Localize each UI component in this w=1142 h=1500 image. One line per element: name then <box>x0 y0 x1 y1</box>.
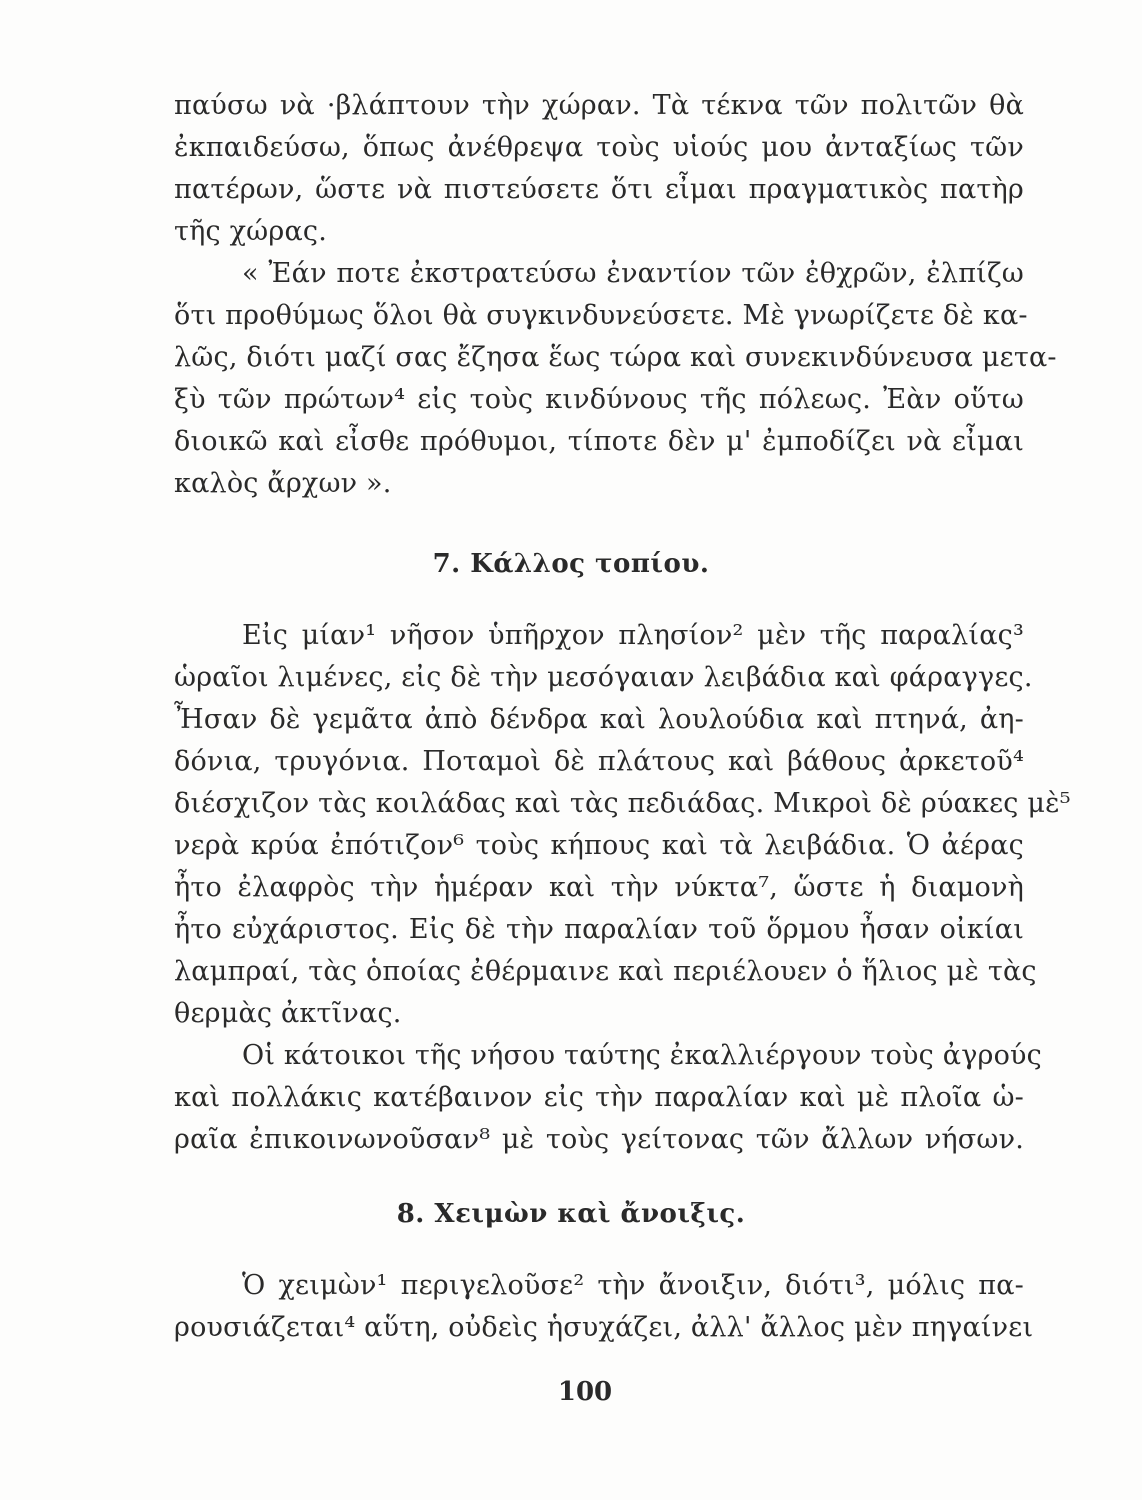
text-line: ἦτο εὐχάριστος. Εἰς δὲ τὴν παραλίαν τοῦ ὅρμου ἦσαν οἰκίαι <box>174 914 1024 945</box>
text-line: παύσω νὰ ·βλάπτουν τὴν χώραν. Τὰ τέκνα τῶν πολιτῶν θὰ <box>174 90 1024 121</box>
text-line: ξὺ τῶν πρώτων⁴ εἰς τοὺς κινδύνους τῆς πόλεως. Ἐὰν οὕτω <box>174 384 1024 415</box>
text-line: δόνια, τρυγόνια. Ποταμοὶ δὲ πλάτους καὶ βάθους ἀρκετοῦ⁴ <box>174 746 1024 777</box>
section-heading: 7. Κάλλος τοπίου. <box>432 549 710 579</box>
text-line: πατέρων, ὥστε νὰ πιστεύσετε ὅτι εἶμαι πραγματικὸς πατὴρ <box>174 174 1024 205</box>
text-line: ἦτο ἐλαφρὸς τὴν ἡμέραν καὶ τὴν νύκτα⁷, ὥστε ἡ διαμονὴ <box>174 872 1024 903</box>
text-line: Οἱ κάτοικοι τῆς νήσου ταύτης ἐκαλλιέργουν τοὺς ἀγρούς <box>242 1040 1042 1071</box>
text-line: ὅτι προθύμως ὅλοι θὰ συγκινδυνεύσετε. Μὲ γνωρίζετε δὲ κα- <box>174 300 1028 331</box>
text-line: ἐκπαιδεύσω, ὅπως ἀνέθρεψα τοὺς υἱούς μου ἀνταξίως τῶν <box>174 132 1024 163</box>
text-line: « Ἐάν ποτε ἐκστρατεύσω ἐναντίον τῶν ἐθχρῶν, ἐλπίζω <box>242 258 1024 289</box>
page-number: 100 <box>557 1377 613 1407</box>
text-line: λῶς, διότι μαζί σας ἔζησα ἕως τώρα καὶ συνεκινδύνευσα μετα- <box>174 342 1057 373</box>
text-line: θερμὰς ἀκτῖνας. <box>174 998 402 1029</box>
text-line: νερὰ κρύα ἐπότιζον⁶ τοὺς κήπους καὶ τὰ λειβάδια. Ὁ ἀέρας <box>174 830 1024 861</box>
section-heading: 8. Χειμὼν καὶ ἄνοιξις. <box>396 1199 746 1229</box>
text-line: διέσχιζον τὰς κοιλάδας καὶ τὰς πεδιάδας. Μικροὶ δὲ ρύακες μὲ⁵ <box>174 788 1071 819</box>
text-line: καὶ πολλάκις κατέβαινον εἰς τὴν παραλίαν καὶ μὲ πλοῖα ὡ- <box>174 1082 1024 1113</box>
text-line: διοικῶ καὶ εἶσθε πρόθυμοι, τίποτε δὲν μ' ἐμποδίζει νὰ εἶμαι <box>174 426 1024 457</box>
text-line: καλὸς ἄρχων ». <box>174 468 392 499</box>
text-line: ραῖα ἐπικοινωνοῦσαν⁸ μὲ τοὺς γείτονας τῶν ἄλλων νήσων. <box>174 1124 1024 1155</box>
text-line: Εἰς μίαν¹ νῆσον ὑπῆρχον πλησίον² μὲν τῆς παραλίας³ <box>242 620 1024 651</box>
text-line: Ὁ χειμὼν¹ περιγελοῦσε² τὴν ἄνοιξιν, διότι³, μόλις πα- <box>242 1270 1024 1301</box>
text-line: λαμπραί, τὰς ὁποίας ἐθέρμαινε καὶ περιέλουεν ὁ ἥλιος μὲ τὰς <box>174 956 1037 987</box>
text-line: ὡραῖοι λιμένες, εἰς δὲ τὴν μεσόγαιαν λειβάδια καὶ φάραγγες. <box>174 662 1033 693</box>
text-line: Ἦσαν δὲ γεμᾶτα ἀπὸ δένδρα καὶ λουλούδια καὶ πτηνά, ἀη- <box>174 704 1024 735</box>
text-line: τῆς χώρας. <box>174 216 328 247</box>
text-line: ρουσιάζεται⁴ αὕτη, οὐδεὶς ἡσυχάζει, ἀλλ' ἄλλος μὲν πηγαίνει <box>174 1312 1034 1343</box>
